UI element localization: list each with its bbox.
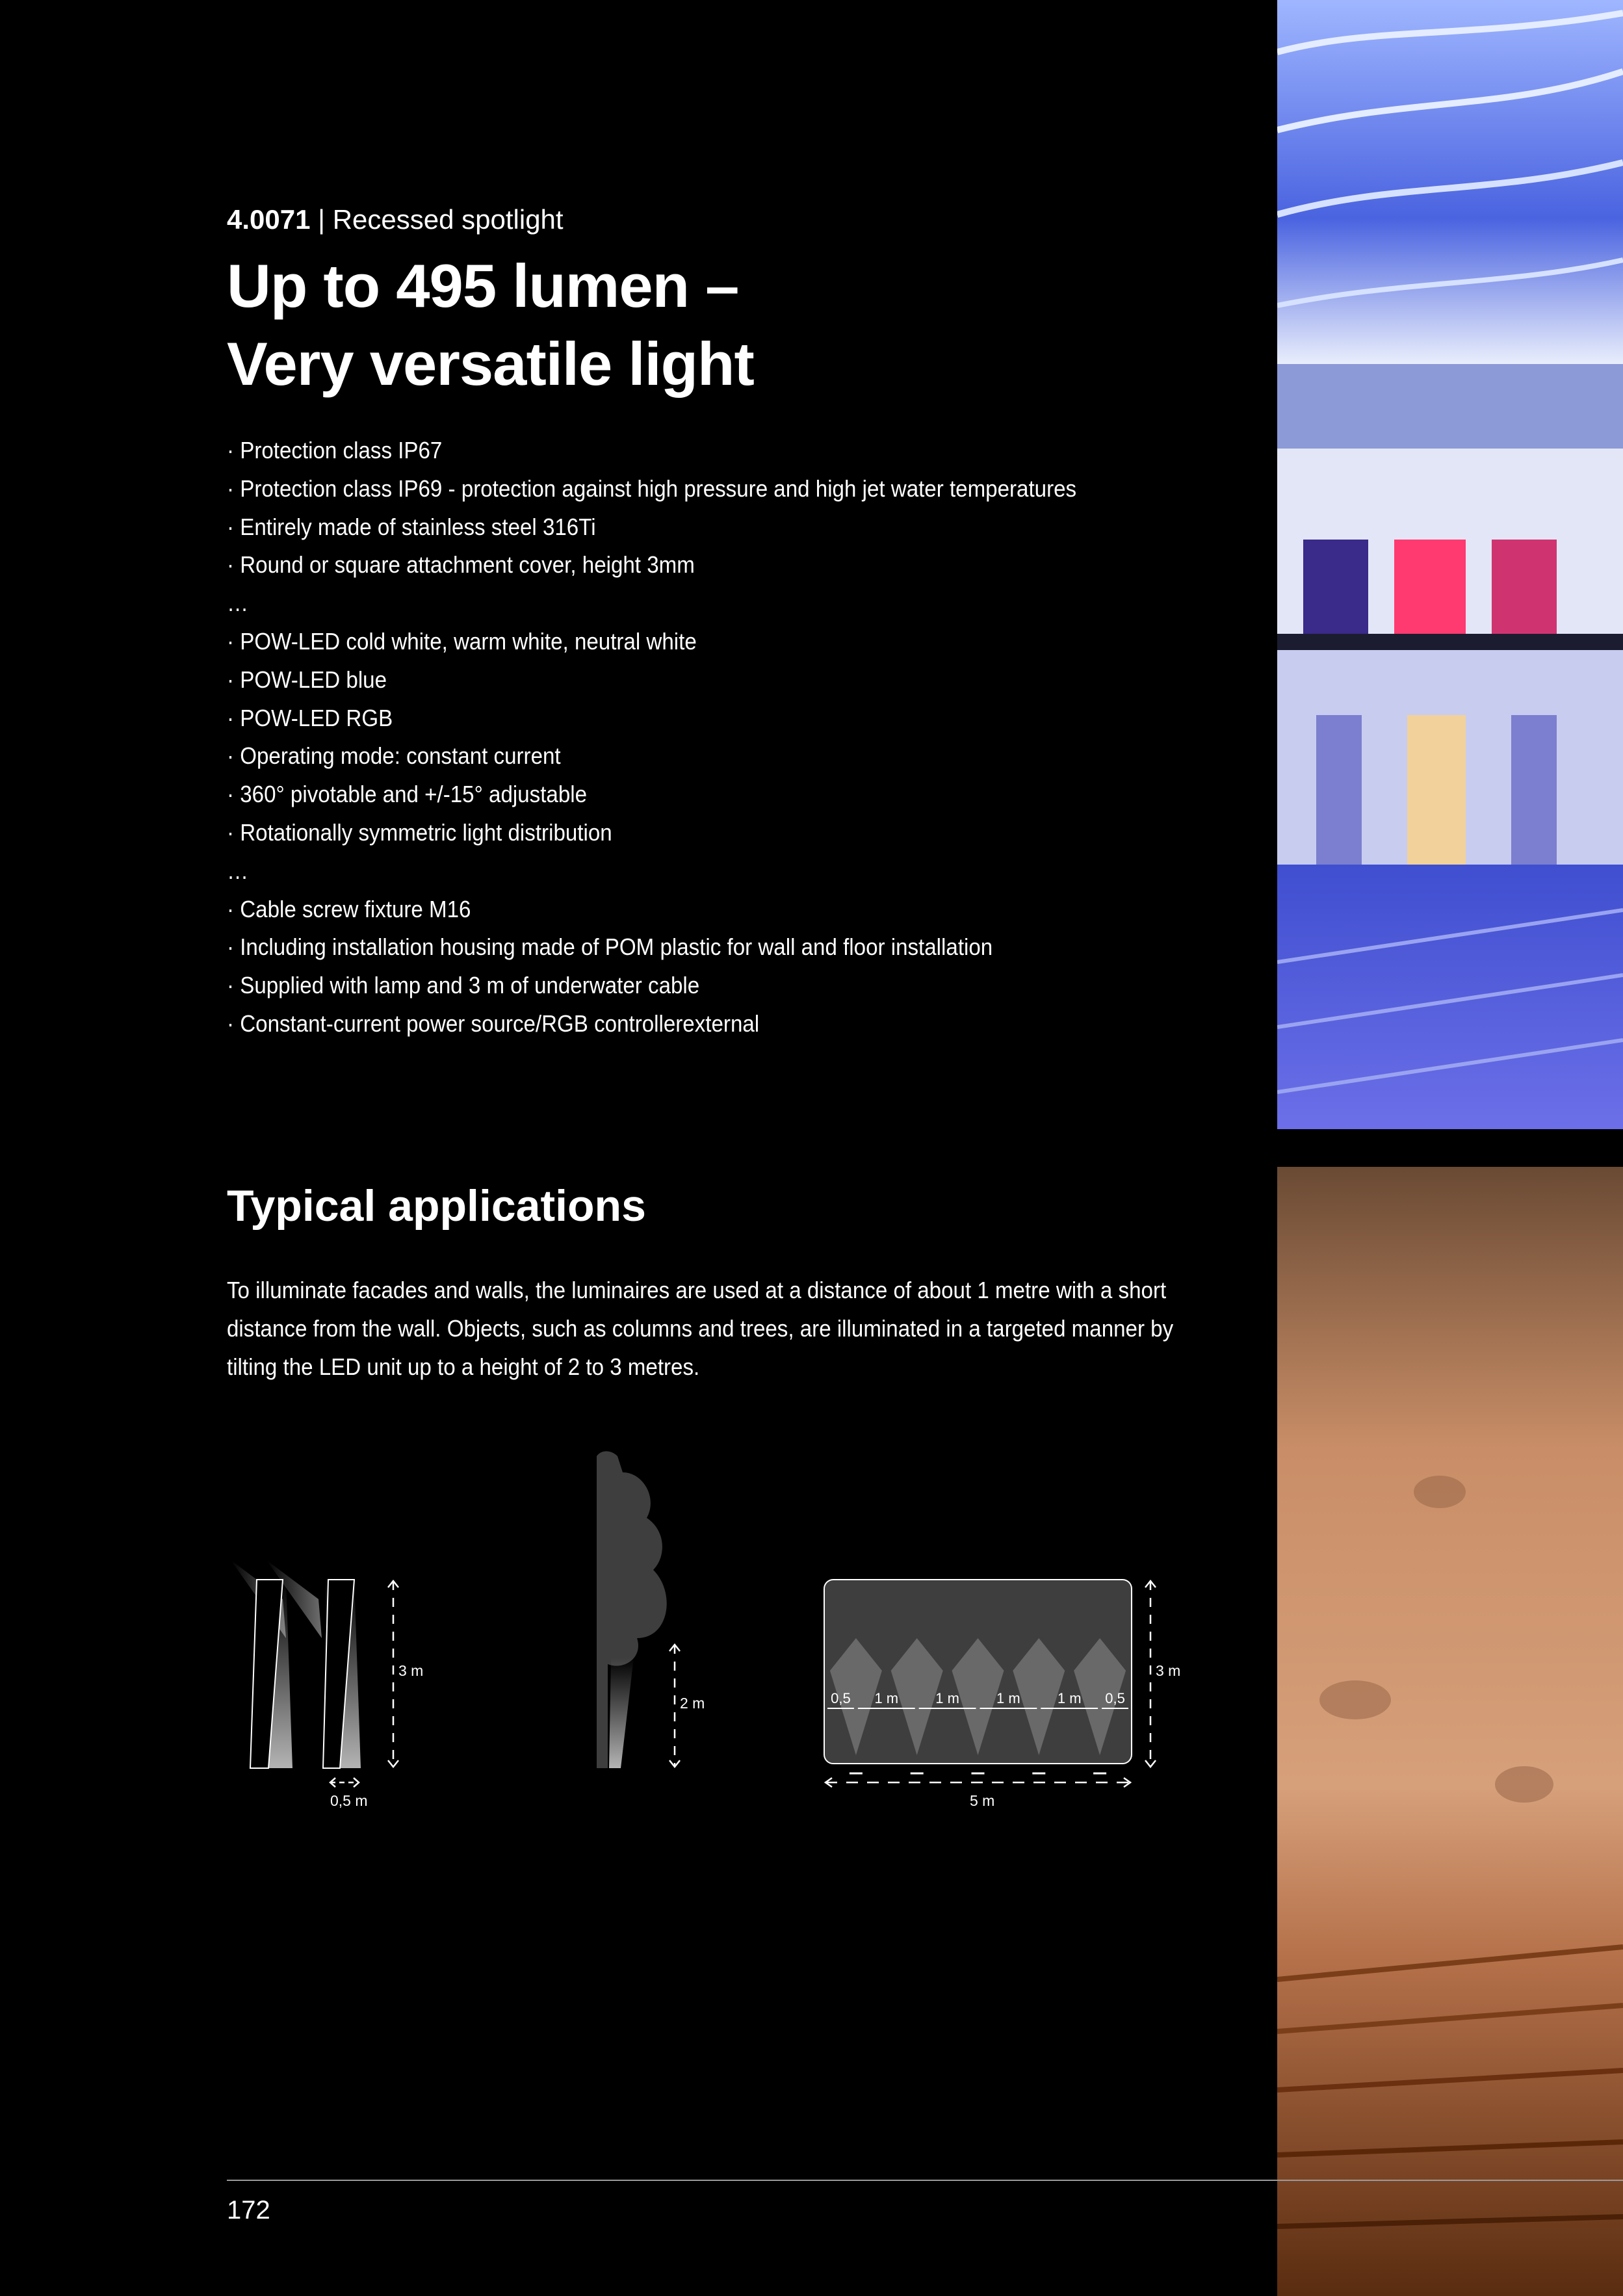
wall-height-label: 3 m xyxy=(1156,1662,1181,1679)
feature-separator: … xyxy=(227,590,249,617)
feature-item: · Entirely made of stainless steel 316Ti xyxy=(227,513,596,540)
feature-item: · 360° pivotable and +/-15° adjustable xyxy=(227,781,588,808)
wall-width-label: 5 m xyxy=(970,1792,995,1809)
applications-text: To illuminate facades and walls, the luminaires are used at a distance of about 1 metre with a short distance from the wall. Objects, such as columns and trees, are illuminated in a targeted manner by tilting the LED unit up to a height of 2 to 3 metres. xyxy=(227,1277,1174,1380)
tree-beam xyxy=(609,1658,634,1768)
product-code: 4.0071 xyxy=(227,204,311,235)
feature-item: · Round or square attachment cover, height 3mm xyxy=(227,551,695,579)
tree-trunk xyxy=(597,1456,608,1768)
columns-spacing-label: 0,5 m xyxy=(330,1792,368,1809)
wall-spacing-label: 1 m xyxy=(935,1690,959,1706)
feature-list xyxy=(227,432,1228,1043)
feature-item: · Rotationally symmetric light distribution xyxy=(227,818,612,846)
wall-spacing-label: 1 m xyxy=(1057,1690,1082,1706)
feature-item: · Protection class IP69 - protection against high pressure and high jet water temperatures xyxy=(227,475,1077,502)
feature-item: · POW-LED blue xyxy=(227,666,387,693)
tree-height-label: 2 m xyxy=(680,1695,705,1712)
application-diagrams xyxy=(221,1443,1209,1833)
applications-heading: Typical applications xyxy=(227,1181,646,1231)
title-line-2: Very versatile light xyxy=(227,330,754,398)
title-line-1: Up to 495 lumen – xyxy=(227,252,739,320)
tree-diagram xyxy=(597,1452,705,1769)
wall-spacing-label: 0,5 xyxy=(831,1690,851,1706)
wall-spacing-label: 1 m xyxy=(996,1690,1020,1706)
stone-wall-photo xyxy=(1277,1167,1623,2296)
product-type: Recessed spotlight xyxy=(332,204,564,235)
feature-item: · Including installation housing made of POM plastic for wall and floor installation xyxy=(227,933,993,961)
page-title xyxy=(227,247,1228,403)
columns-diagram xyxy=(231,1560,423,1809)
feature-item: · Constant-current power source/RGB controllerexternal xyxy=(227,1010,760,1037)
page-number: 172 xyxy=(227,2196,270,2224)
feature-item: · Protection class IP67 xyxy=(227,437,443,463)
feature-item: · Cable screw fixture M16 xyxy=(227,895,471,922)
subtitle-separator: | xyxy=(310,204,333,235)
wall-spacing-label: 1 m xyxy=(874,1690,899,1706)
pool-hall-photo xyxy=(1277,0,1623,1129)
feature-item: · Operating mode: constant current xyxy=(227,742,561,770)
feature-item: · POW-LED RGB xyxy=(227,704,393,731)
columns-height-label: 3 m xyxy=(398,1662,424,1679)
wall-spacing-label: 0,5 xyxy=(1105,1690,1125,1706)
feature-item: · POW-LED cold white, warm white, neutral white xyxy=(227,627,697,655)
feature-separator: … xyxy=(227,857,249,884)
wall-diagram xyxy=(824,1580,1180,1809)
product-subtitle xyxy=(227,202,1228,238)
feature-item: · Supplied with lamp and 3 m of underwater cable xyxy=(227,972,700,999)
footer-rule xyxy=(227,2180,1623,2181)
